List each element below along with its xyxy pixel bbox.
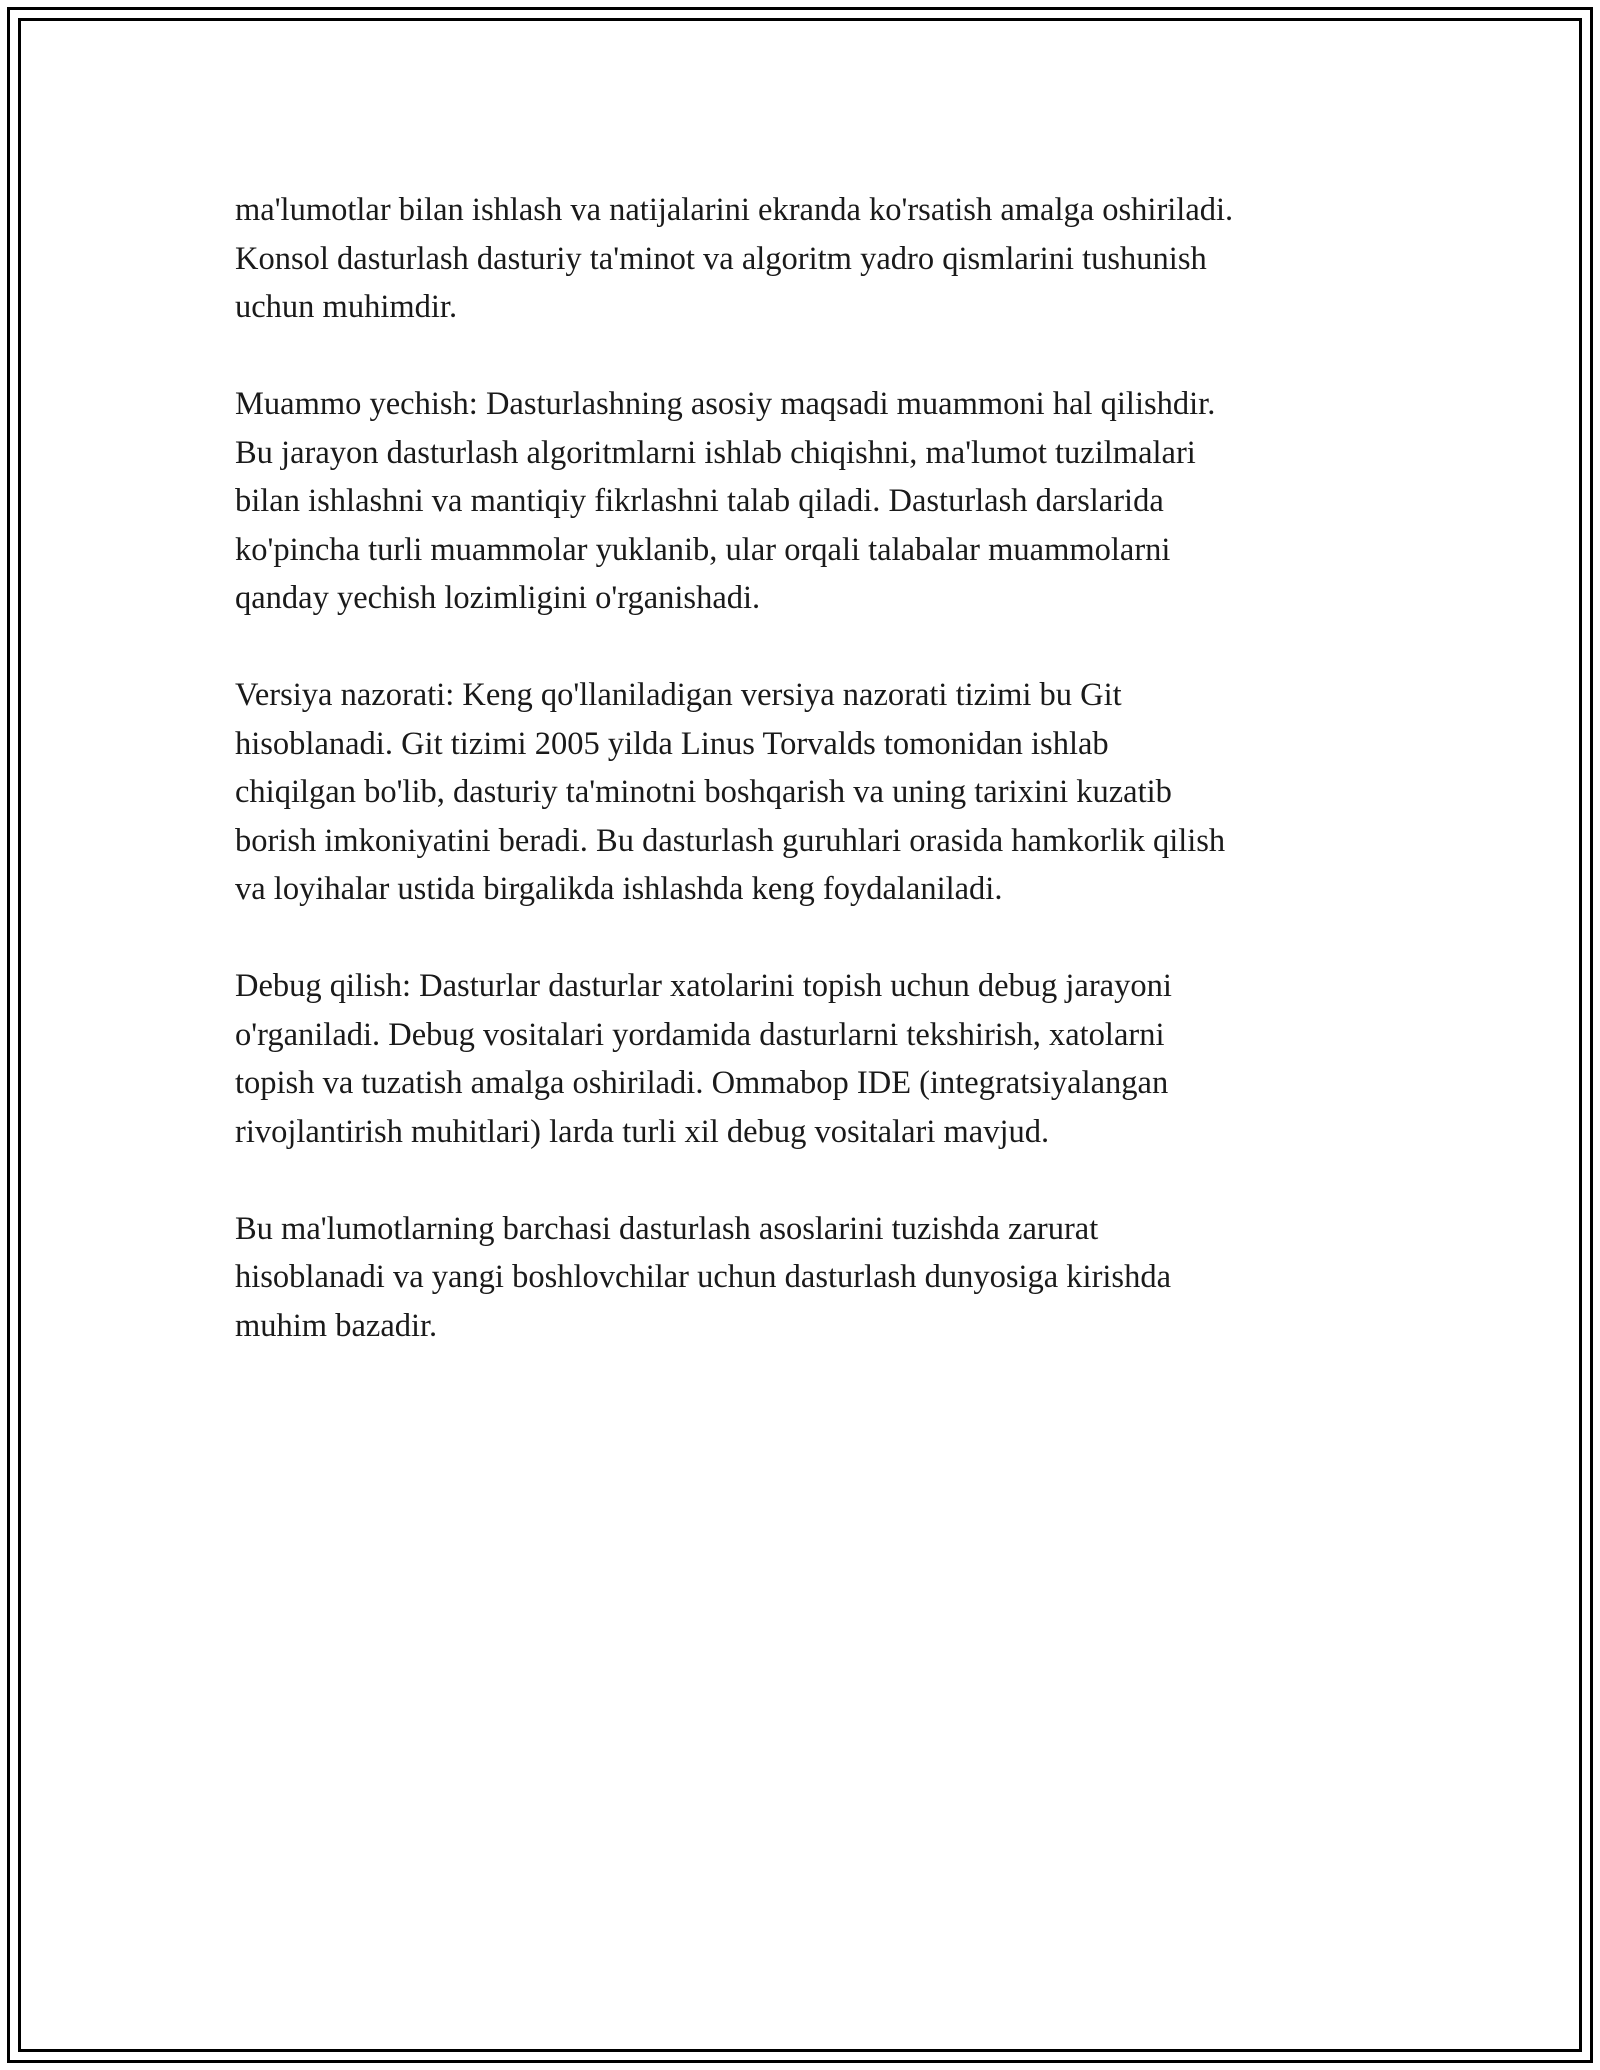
text-line: hisoblanadi va yangi boshlovchilar uchun dasturlash dunyosiga kirishda (235, 1259, 1172, 1295)
paragraph-version-control (235, 671, 1375, 914)
text-line: Konsol dasturlash dasturiy ta'minot va algoritm yadro qismlarini tushunish (235, 240, 1207, 277)
text-line: hisoblanadi. Git tizimi 2005 yilda Linus Torvalds tomonidan ishlab (235, 725, 1109, 762)
paragraph-conclusion (235, 1205, 1375, 1351)
text-line: Bu jarayon dasturlash algoritmlarni ishlab chiqishni, ma'lumot tuzilmalari (235, 434, 1196, 471)
document-body (235, 186, 1375, 1399)
paragraph-console-programming (235, 186, 1375, 332)
text-line: borish imkoniyatini beradi. Bu dasturlash guruhlari orasida hamkorlik qilish (235, 822, 1226, 859)
text-line: Debug qilish: Dasturlar dasturlar xatolarini topish uchun debug jarayoni (235, 968, 1172, 1004)
text-line: Muammo yechish: Dasturlashning asosiy maqsadi muammoni hal qilishdir. (235, 386, 1216, 422)
text-line: o'rganiladi. Debug vositalari yordamida dasturlarni tekshirish, xatolarni (235, 1016, 1165, 1053)
text-line: muhim bazadir. (235, 1307, 438, 1344)
text-line: bilan ishlashni va mantiqiy fikrlashni talab qiladi. Dasturlash darslarida (235, 483, 1164, 519)
text-line: uchun muhimdir. (235, 289, 458, 325)
text-line: Bu ma'lumotlarning barchasi dasturlash asoslarini tuzishda zarurat (235, 1210, 1099, 1247)
text-line: va loyihalar ustida birgalikda ishlashda keng foydalaniladi. (235, 871, 1003, 907)
text-line: Versiya nazorati: Keng qo'llaniladigan versiya nazorati tizimi bu Git (235, 677, 1122, 713)
paragraph-debugging (235, 962, 1375, 1156)
text-line: chiqilgan bo'lib, dasturiy ta'minotni boshqarish va uning tarixini kuzatib (235, 774, 1172, 810)
text-line: ma'lumotlar bilan ishlash va natijalarini ekranda ko'rsatish amalga oshiriladi. (235, 192, 1234, 228)
text-line: ko'pincha turli muammolar yuklanib, ular orqali talabalar muammolarni (235, 531, 1171, 568)
text-line: topish va tuzatish amalga oshiriladi. Ommabop IDE (integratsiyalangan (235, 1065, 1169, 1101)
text-line: rivojlantirish muhitlari) larda turli xil debug vositalari mavjud. (235, 1113, 1050, 1150)
paragraph-problem-solving (235, 380, 1375, 623)
text-line: qanday yechish lozimligini o'rganishadi. (235, 580, 761, 616)
